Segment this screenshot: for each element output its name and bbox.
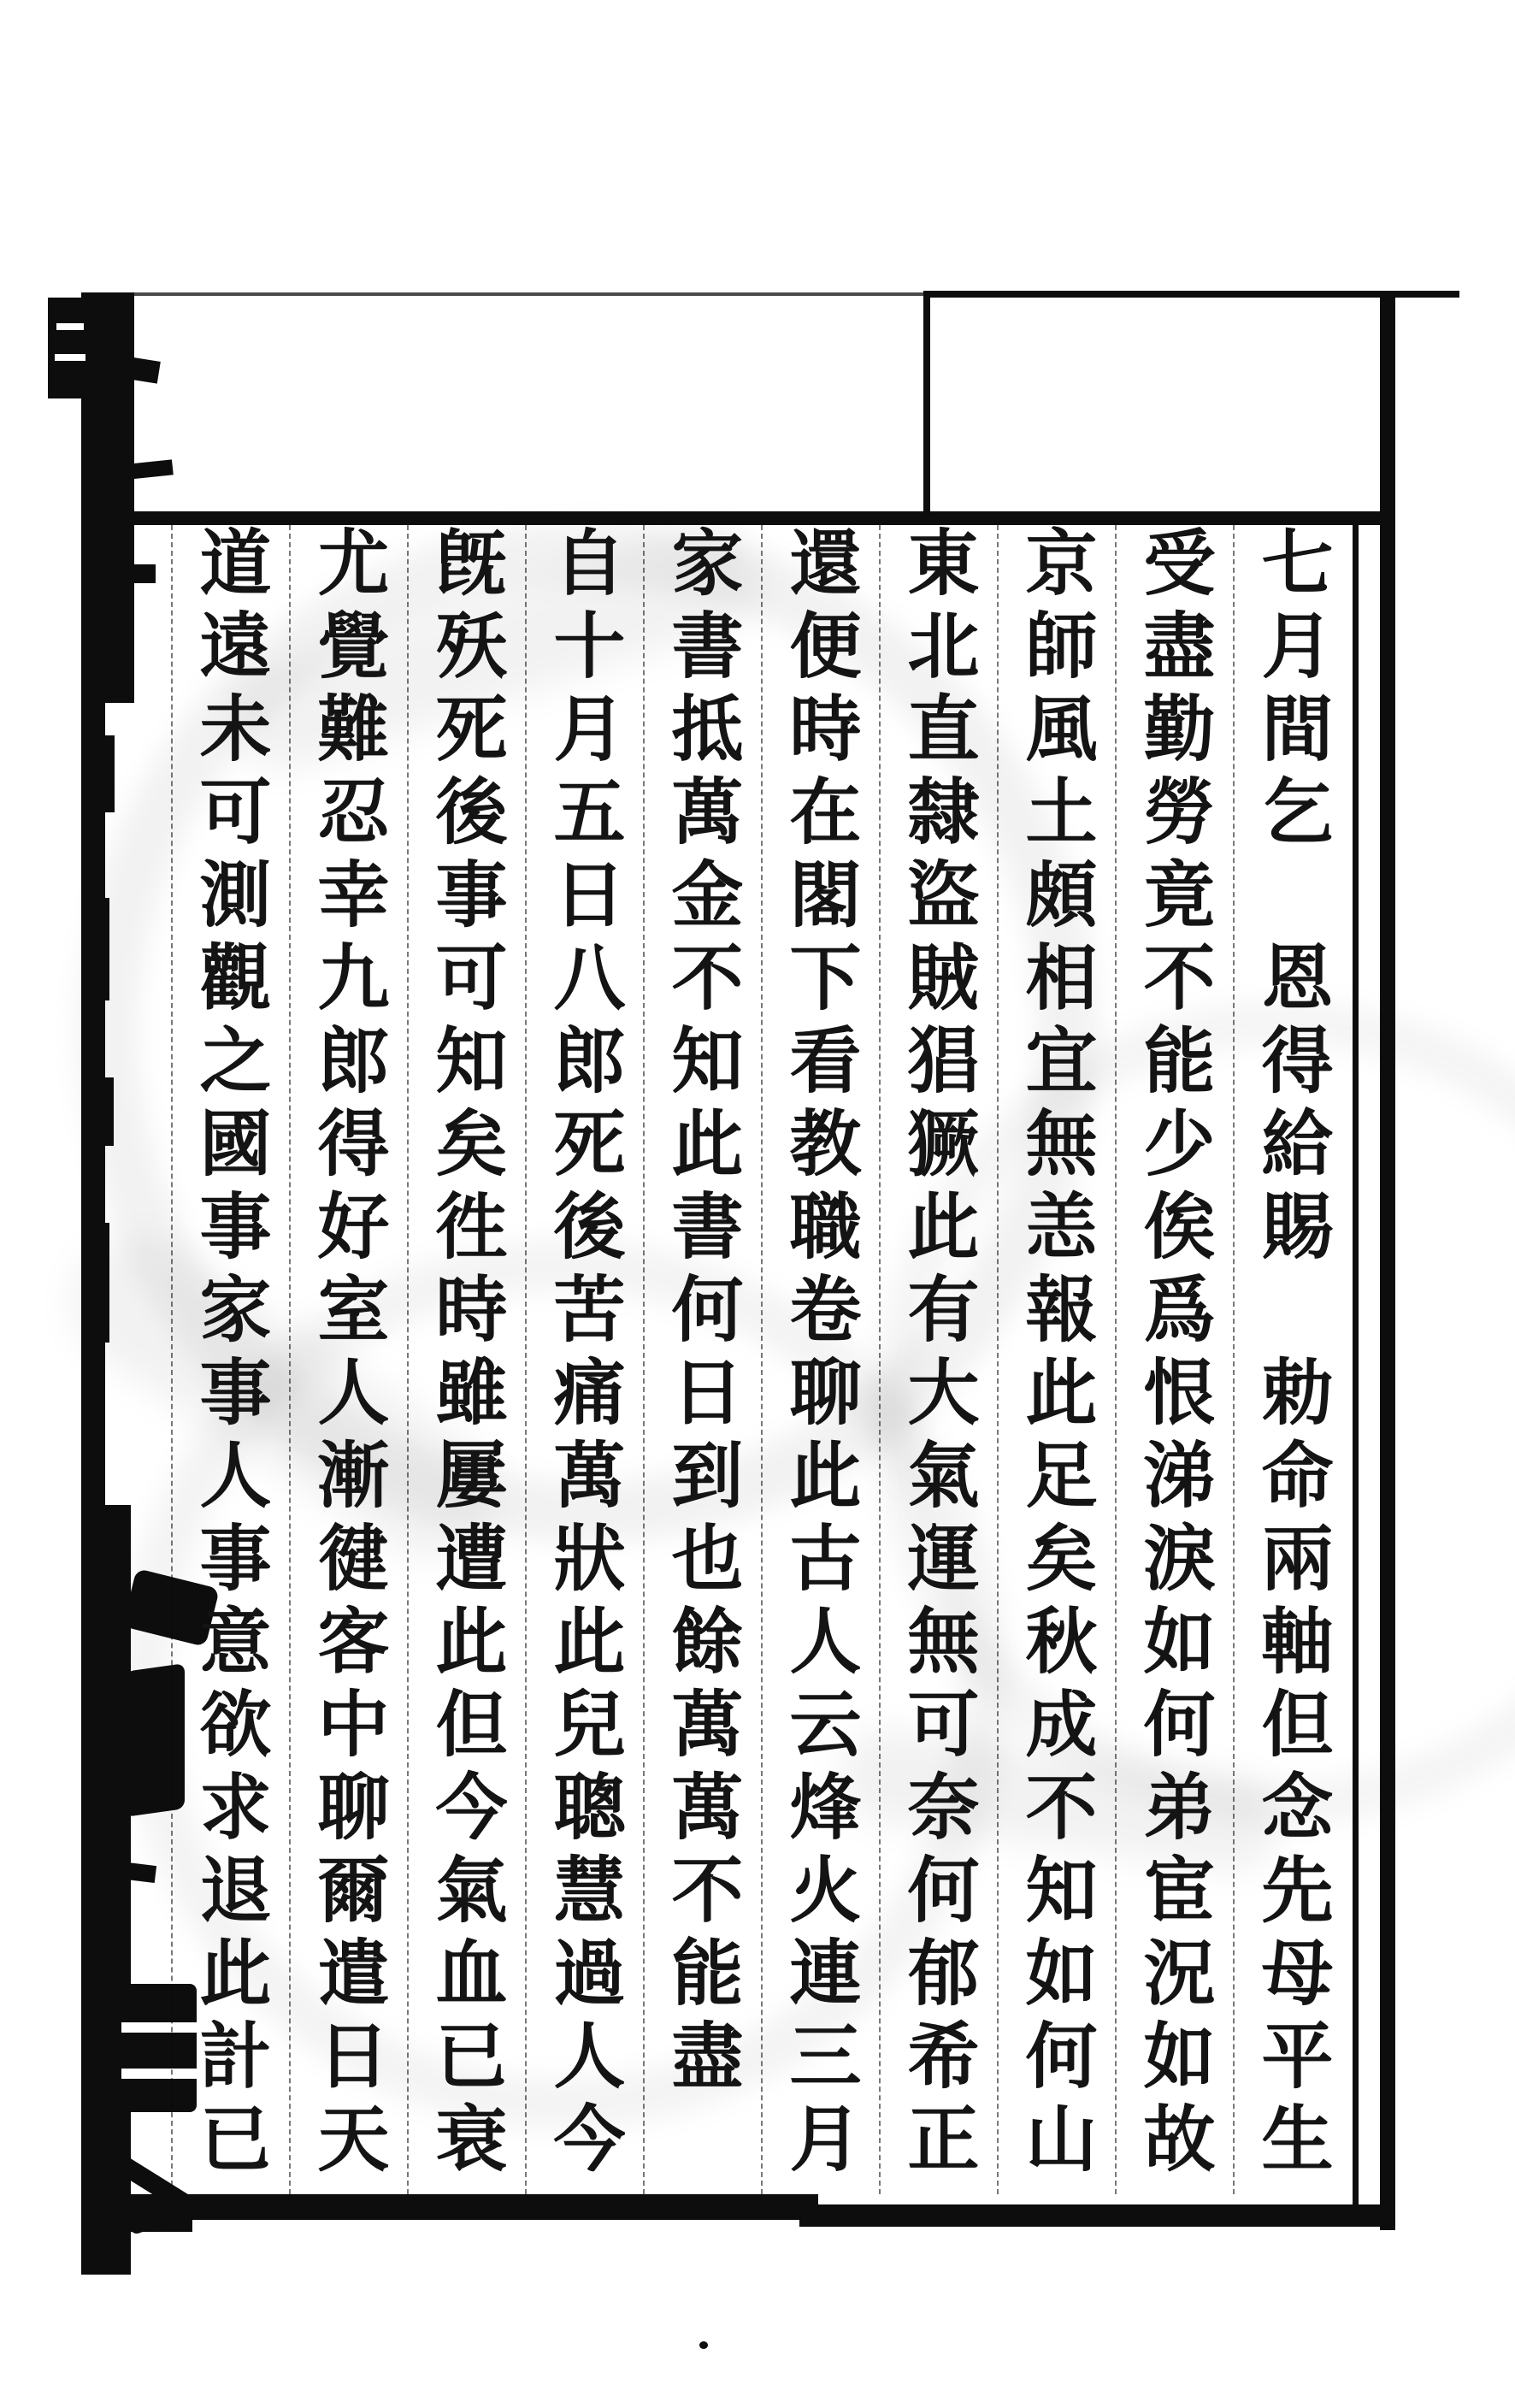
frame-bottom-border (799, 2204, 1380, 2227)
ink-dot (699, 2341, 708, 2349)
ink-fragment-gap (55, 354, 85, 361)
text-column-4: 東北直隸盜賊猖獗此有大氣運無可奈何郁希正 (879, 525, 997, 2194)
ink-spur (127, 357, 161, 383)
text-column-3: 京師風土頗相宜無恙報此足矣秋成不知如何山 (997, 525, 1115, 2194)
text-column-2: 受盡勤勞竟不能少俟爲恨涕淚如何弟宦況如故 (1115, 525, 1233, 2194)
frame-top-border (81, 511, 1380, 525)
ink-spur (103, 735, 115, 812)
text-column-7: 自十月五日八郎死後苦痛萬狀此兒聰慧過人今 (525, 525, 643, 2194)
page-edge-line (923, 291, 1459, 298)
text-column-6: 家書抵萬金不知此書何日到也餘萬萬不能盡 (643, 525, 761, 2194)
text-column-5: 還便時在閣下看教職卷聊此古人云烽火連三月 (761, 525, 879, 2194)
frame-right-outer-border (1380, 291, 1395, 2230)
text-column-10: 道遠未可測觀之國事家事人事意欲求退此計已 (171, 525, 289, 2194)
ink-spur (102, 1223, 109, 1343)
ink-spur (127, 459, 174, 479)
ink-fragment (48, 298, 91, 398)
ink-spur (126, 1862, 156, 1883)
ink-spur (103, 1077, 114, 1146)
ink-spur (130, 564, 156, 583)
ink-spur (101, 898, 109, 1000)
frame-right-inner-border (1353, 513, 1359, 2213)
text-column-8: 旣殀死後事可知矣徃時雖屢遭此但今氣血已衰 (407, 525, 525, 2194)
text-column-1: 七月間乞 恩得給賜 勅命兩軸但念先母平生 (1233, 525, 1351, 2194)
page-edge-line (923, 291, 930, 518)
ink-fragment-gap (56, 323, 84, 330)
letter-text-block (171, 525, 1351, 2194)
text-column-9: 尤覺難忍幸九郎得好室人漸徤客中聊爾遣日天 (289, 525, 407, 2194)
page-edge-line (81, 292, 928, 296)
